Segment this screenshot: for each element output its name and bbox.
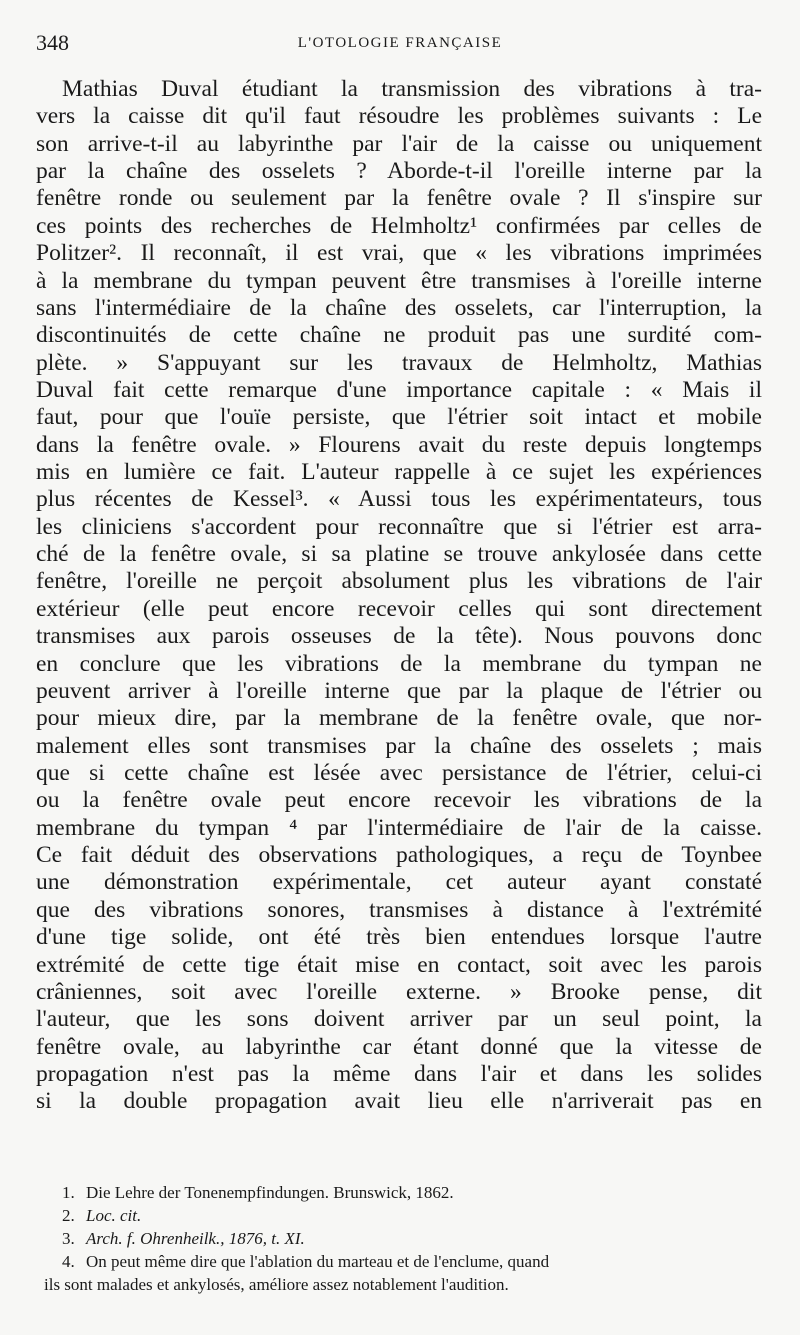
text-line: membrane du tympan ⁴ par l'intermédiaire de l'air de la caisse. xyxy=(36,814,762,841)
text-line: peuvent arriver à l'oreille interne que par la plaque de l'étrier ou xyxy=(36,677,762,704)
text-line: Mathias Duval étudiant la transmission des vibrations à tra- xyxy=(62,76,762,102)
text-line: propagation n'est pas la même dans l'air et dans les solides xyxy=(36,1060,762,1087)
text-line: ché de la fenêtre ovale, si sa platine se trouve ankylosée dans cette xyxy=(36,541,762,568)
text-line: mis en lumière ce fait. L'auteur rappelle à ce sujet les expériences xyxy=(36,459,762,486)
text-line: dans la fenêtre ovale. » Flourens avait du reste depuis longtemps xyxy=(36,431,762,458)
text-line: l'auteur, que les sons doivent arriver par un seul point, la xyxy=(36,1006,762,1033)
text-line: son arrive-t-il au labyrinthe par l'air de la caisse ou uniquement xyxy=(36,130,762,157)
page-number: 348 xyxy=(36,30,69,55)
text-line: une démonstration expérimentale, cet auteur ayant constaté xyxy=(36,869,762,896)
text-line: Duval fait cette remarque d'une importance capitale : « Mais il xyxy=(36,376,762,403)
text-line: en conclure que les vibrations de la membrane du tympan ne xyxy=(36,650,762,677)
text-line: plète. » S'appuyant sur les travaux de Helmholtz, Mathias xyxy=(36,349,762,376)
footnote-number: 1. xyxy=(62,1183,75,1202)
footnote-number: 3. xyxy=(62,1229,75,1248)
footnote-2 xyxy=(36,1204,762,1227)
footnote-4-continued xyxy=(36,1273,762,1296)
text-line: pour mieux dire, par la membrane de la fenêtre ovale, que nor- xyxy=(36,705,762,732)
text-line: les cliniciens s'accordent pour reconnaître que si l'étrier est arra- xyxy=(36,513,762,540)
text-line: discontinuités de cette chaîne ne produit pas une surdité com- xyxy=(36,322,762,349)
text-line: à la membrane du tympan peuvent être transmises à l'oreille interne xyxy=(36,267,762,294)
running-head: L'OTOLOGIE FRANÇAISE xyxy=(297,35,503,51)
footnotes xyxy=(36,1181,762,1296)
footnote-text: Die Lehre der Tonenempfindungen. Brunswick, 1862. xyxy=(86,1183,454,1202)
text-line: plus récentes de Kessel³. « Aussi tous les expérimentateurs, tous xyxy=(36,486,762,513)
footnote-number: 4. xyxy=(62,1252,75,1271)
text-line: que si cette chaîne est lésée avec persistance de l'étrier, celui-ci xyxy=(36,759,762,786)
text-line: extérieur (elle peut encore recevoir celles qui sont directement xyxy=(36,595,762,622)
text-line: extrémité de cette tige était mise en contact, soit avec les parois xyxy=(36,951,762,978)
text-line: Politzer². Il reconnaît, il est vrai, que « les vibrations imprimées xyxy=(36,240,762,267)
text-line: faut, pour que l'ouïe persiste, que l'étrier soit intact et mobile xyxy=(36,404,762,431)
text-line: fenêtre ovale, au labyrinthe car étant donné que la vitesse de xyxy=(36,1033,762,1060)
footnote-1 xyxy=(36,1181,762,1204)
footnote-3 xyxy=(36,1227,762,1250)
text-line: fenêtre, l'oreille ne perçoit absolument plus les vibrations de l'air xyxy=(36,568,762,595)
text-line: ou la fenêtre ovale peut encore recevoir les vibrations de la xyxy=(36,787,762,814)
page-header xyxy=(36,30,764,60)
text-line: transmises aux parois osseuses de la tête). Nous pouvons donc xyxy=(36,623,762,650)
text-line: que des vibrations sonores, transmises à distance à l'extrémité xyxy=(36,896,762,923)
text-line: vers la caisse dit qu'il faut résoudre les problèmes suivants : Le xyxy=(36,103,762,130)
text-line: fenêtre ronde ou seulement par la fenêtre ovale ? Il s'inspire sur xyxy=(36,185,762,212)
text-line: par la chaîne des osselets ? Aborde-t-il l'oreille interne par la xyxy=(36,158,762,185)
footnote-4 xyxy=(36,1250,762,1273)
text-line: si la double propagation avait lieu elle n'arriverait pas en xyxy=(36,1088,762,1115)
footnote-text: On peut même dire que l'ablation du marteau et de l'enclume, quand xyxy=(86,1252,550,1271)
text-line: crâniennes, soit avec l'oreille externe. » Brooke pense, dit xyxy=(36,978,762,1005)
footnote-text: Arch. f. Ohrenheilk., 1876, t. XI. xyxy=(86,1229,305,1248)
text-line: ces points des recherches de Helmholtz¹ confirmées par celles de xyxy=(36,212,762,239)
footnote-text: Loc. cit. xyxy=(86,1206,142,1225)
text-line: Ce fait déduit des observations pathologiques, a reçu de Toynbee xyxy=(36,842,762,869)
footnote-number: 2. xyxy=(62,1206,75,1225)
text-line: d'une tige solide, ont été très bien entendues lorsque l'autre xyxy=(36,924,762,951)
body-paragraph xyxy=(36,76,762,1116)
text-line: sans l'intermédiaire de la chaîne des osselets, car l'interruption, la xyxy=(36,294,762,321)
footnote-text: ils sont malades et ankylosés, améliore assez notablement l'audition. xyxy=(44,1275,509,1294)
text-line: malement elles sont transmises par la chaîne des osselets ; mais xyxy=(36,732,762,759)
